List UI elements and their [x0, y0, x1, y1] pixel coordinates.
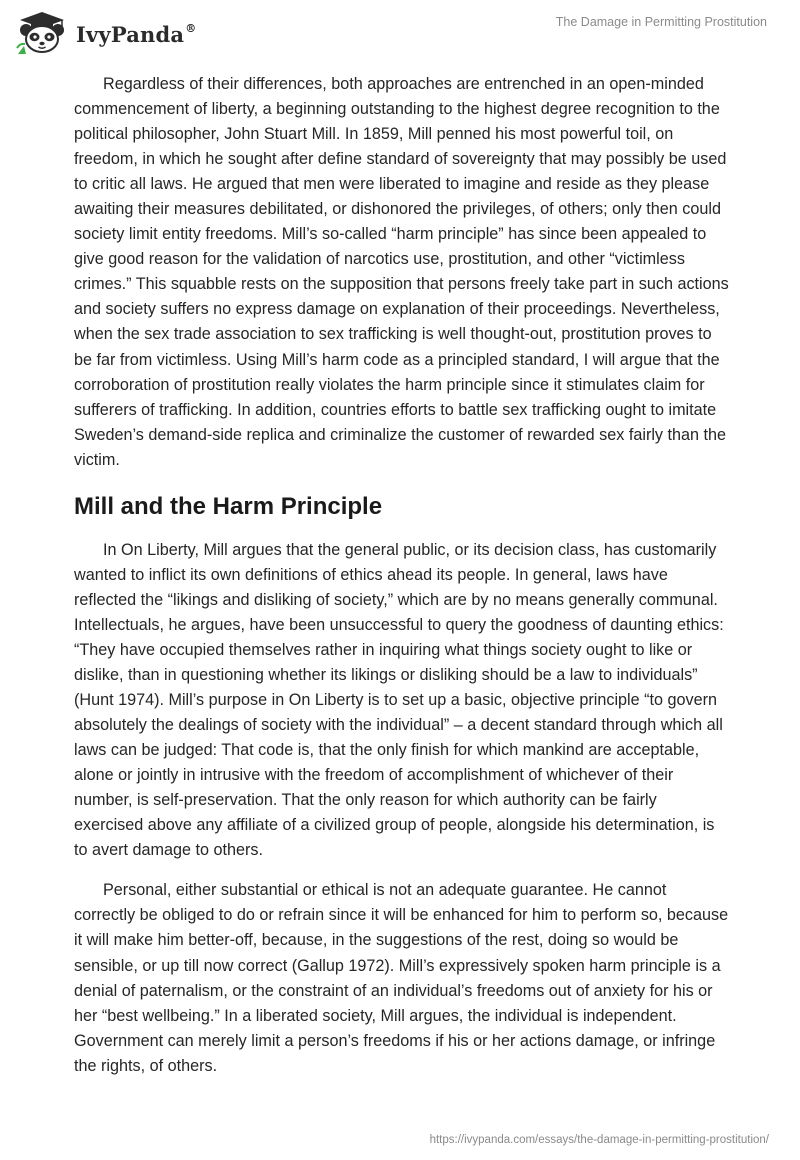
section-heading: Mill and the Harm Principle	[74, 492, 383, 520]
panda-graduate-icon	[14, 10, 70, 56]
intro-paragraph: Regardless of their differences, both approaches are entrenched in an open-minded commencement of liberty, a beginning outstanding to the highest degree recognition to the political philosopher, John Stuart Mill. In 1859, Mill penned his most powerful toil, on freedom, in which he sought after define standard of sovereignty that may possibly be used to critic all laws. He argued that men were liberated to imagine and reside as they please awaiting their measures debilitated, or dishonored the privileges, of others; only then could society limit entity freedoms. Mill’s so-called “harm principle” has since been appealed to give good reason for the validation of narcotics use, prostitution, and other “victimless crimes.” This squabble rests on the supposition that persons freely take part in such actions and society suffers no express damage on explanation of their proceedings. Nevertheless, when the sex trade association to sex trafficking is well thought-out, prostitution proves to be far from victimless. Using Mill’s harm code as a principled standard, I will argue that the corroboration of prostitution really violates the harm principle since it stimulates claim for sufferers of trafficking. In addition, countries efforts to battle sex trafficking ought to imitate Sweden’s demand-side replica and criminalize the customer of rewarded sex fairly than the victim.	[74, 75, 729, 469]
section-paragraph-1: In On Liberty, Mill argues that the general public, or its decision class, has customarily wanted to inflict its own definitions of ethics ahead its people. In general, laws have reflected the “likings and disliking of society,” which are by no means generally communal. Intellectuals, he argues, have been unsuccessful to query the goodness of daunting ethics: “They have occupied themselves rather in inquiring what things society ought to like or dislike, than in questioning whether its likings or disliking should be a law to individuals” (Hunt 1974). Mill’s purpose in On Liberty is to set up a basic, objective principle “to govern absolutely the dealings of society with the individual” – a decent standard through which all laws can be judged: That code is, that the only finish for which mankind are acceptable, alone or jointly in intrusive with the freedom of accomplishment of whichever of their number, is self-preservation. That the only reason for which authority can be fairly exercised above any affiliate of a civilized group of people, alongside his determination, is to avert damage to others.	[74, 540, 724, 860]
source-url[interactable]: https://ivypanda.com/essays/the-damage-in-permitting-prostitution/	[429, 1134, 769, 1146]
brand-logo[interactable]	[14, 10, 196, 56]
section-paragraph-2: Personal, either substantial or ethical is not an adequate guarantee. He cannot correctly be obliged to do or refrain since it will be enhanced for him to perform so, because it will make him better-off, because, in the suggestions of the rest, doing so would be sensible, or up till now correct (Gallup 1972). Mill’s expressively spoken harm principle is a denial of paternalism, or the constraint of an individual’s freedoms out of anxiety for his or her “best wellbeing.” In a liberated society, Mill argues, the individual is independent. Government can merely limit a person’s freedoms if his or her actions damage, or infringe the rights, of others.	[74, 881, 729, 1075]
brand-name: IvyPanda®	[76, 21, 197, 47]
essay-content	[74, 72, 730, 1094]
page-header	[0, 0, 800, 70]
document-title: The Damage in Permitting Prostitution	[555, 15, 767, 29]
